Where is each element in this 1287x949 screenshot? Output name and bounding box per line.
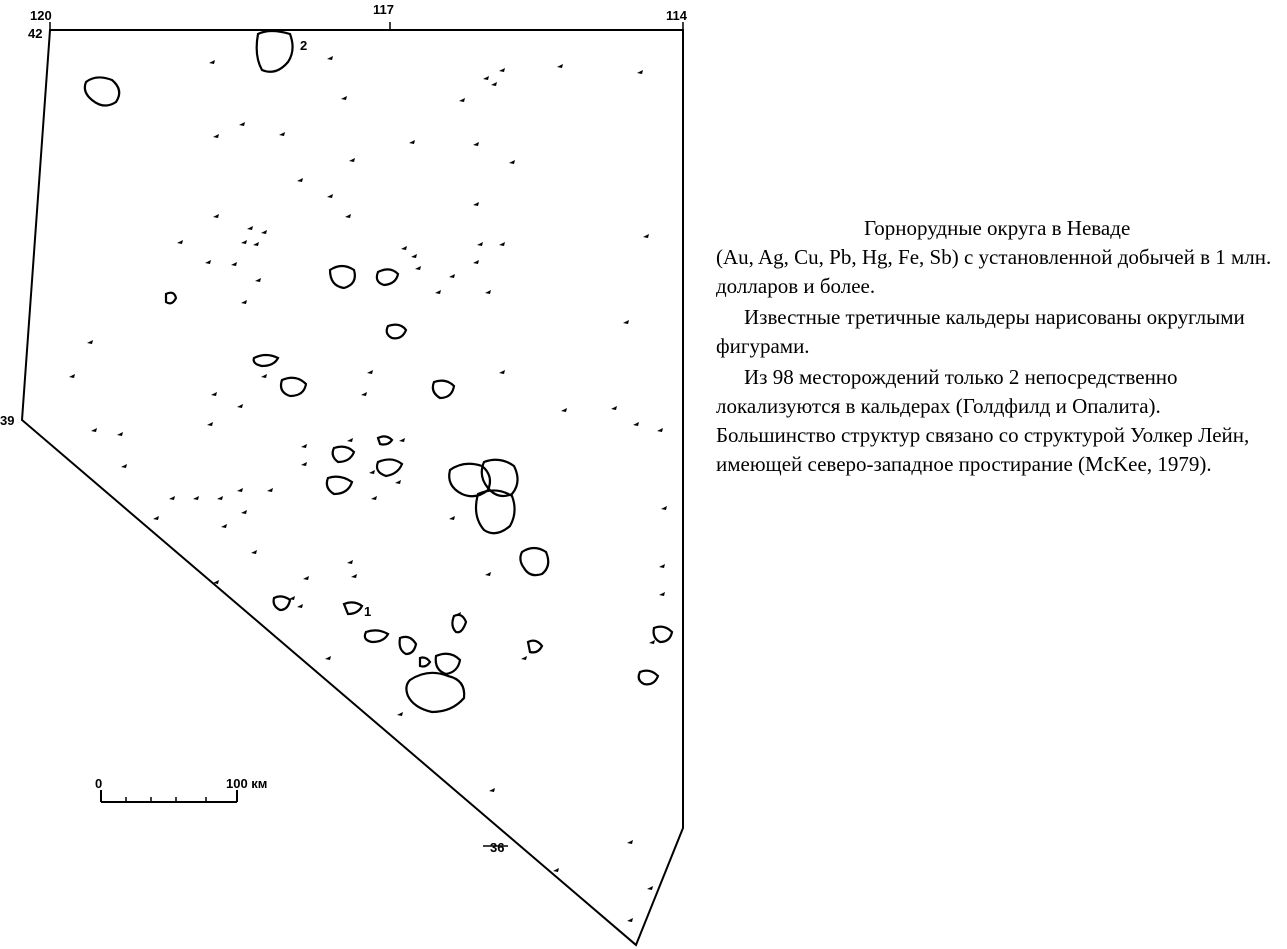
mining-district-marker bbox=[247, 226, 253, 230]
caldera bbox=[166, 293, 176, 304]
mining-district-marker bbox=[643, 234, 649, 238]
mining-district-marker bbox=[411, 254, 417, 258]
mining-district-marker bbox=[279, 132, 285, 136]
scale-bar-end-label: 100 км bbox=[226, 776, 268, 791]
latitude-label-36: 36 bbox=[490, 840, 505, 855]
mining-district-marker bbox=[371, 496, 377, 500]
mining-district-marker bbox=[661, 506, 667, 510]
mining-district-marker bbox=[459, 98, 465, 102]
caption-paragraph-1: (Au, Ag, Cu, Pb, Hg, Fe, Sb) с установленной добычей в 1 млн. долларов и более. bbox=[716, 245, 1272, 298]
mining-district-marker bbox=[301, 462, 307, 466]
caldera bbox=[281, 378, 306, 396]
mining-district-marker bbox=[207, 422, 213, 426]
mining-district-marker bbox=[491, 82, 497, 86]
mining-district-marker bbox=[241, 510, 247, 514]
caption-paragraph-2: Известные третичные кальдеры нарисованы округлыми фигурами. bbox=[716, 305, 1245, 358]
mining-district-marker bbox=[301, 444, 307, 448]
mining-district-marker bbox=[397, 712, 403, 716]
caldera bbox=[274, 596, 290, 610]
mining-district-marker bbox=[327, 194, 333, 198]
caldera bbox=[406, 673, 464, 712]
map-caption bbox=[716, 214, 1282, 479]
caldera bbox=[436, 654, 460, 674]
mining-district-marker bbox=[193, 496, 199, 500]
mining-district-marker bbox=[241, 240, 247, 244]
caption-paragraph-3: Из 98 месторождений только 2 непосредственно локализуются в кальдерах (Голдфилд и Опалита). Большинство структур связано со структурой Уолкер Лейн, имеющей северо-западное простирание (McKee, 1979). bbox=[716, 365, 1250, 476]
mining-districts bbox=[69, 56, 667, 922]
mining-district-marker bbox=[657, 428, 663, 432]
mining-district-marker bbox=[435, 290, 441, 294]
caldera bbox=[654, 627, 672, 642]
mining-district-marker bbox=[561, 408, 567, 412]
mining-district-marker bbox=[409, 140, 415, 144]
caption-title: Горнорудные округа в Неваде bbox=[864, 216, 1131, 240]
mining-district-marker bbox=[205, 260, 211, 264]
caldera bbox=[400, 637, 416, 654]
mining-district-marker bbox=[221, 524, 227, 528]
caldera bbox=[344, 602, 362, 614]
mining-district-marker bbox=[327, 56, 333, 60]
mining-district-marker bbox=[261, 230, 267, 234]
caldera bbox=[85, 77, 119, 105]
mining-district-marker bbox=[347, 438, 353, 442]
mining-district-marker bbox=[499, 242, 505, 246]
caldera bbox=[377, 459, 402, 476]
mining-district-marker bbox=[267, 488, 273, 492]
caldera bbox=[433, 381, 454, 398]
mining-district-marker bbox=[253, 242, 259, 246]
mining-district-marker bbox=[637, 70, 643, 74]
longitude-label-120: 120 bbox=[30, 8, 52, 23]
mining-district-marker bbox=[627, 840, 633, 844]
mining-district-marker bbox=[177, 240, 183, 244]
caldera bbox=[365, 630, 388, 642]
caldera bbox=[639, 671, 658, 685]
caldera bbox=[257, 31, 293, 72]
caldera bbox=[520, 548, 548, 575]
caldera bbox=[377, 269, 398, 285]
mining-district-marker bbox=[633, 422, 639, 426]
mining-district-marker bbox=[351, 574, 357, 578]
mining-district-marker bbox=[485, 572, 491, 576]
caldera-label-1: 1 bbox=[364, 604, 372, 619]
caldera bbox=[254, 355, 278, 366]
latitude-label-39: 39 bbox=[0, 413, 15, 428]
mining-district-marker bbox=[117, 432, 123, 436]
mining-district-marker bbox=[509, 160, 515, 164]
mining-district-marker bbox=[341, 96, 347, 100]
mining-district-marker bbox=[261, 374, 267, 378]
mining-district-marker bbox=[473, 142, 479, 146]
mining-district-marker bbox=[473, 202, 479, 206]
mining-district-marker bbox=[255, 278, 261, 282]
mining-district-marker bbox=[241, 300, 247, 304]
mining-district-marker bbox=[399, 438, 405, 442]
nevada-outline bbox=[22, 30, 683, 945]
caldera bbox=[528, 641, 542, 653]
mining-district-marker bbox=[121, 464, 127, 468]
mining-district-marker bbox=[627, 918, 633, 922]
mining-district-marker bbox=[237, 404, 243, 408]
mining-district-marker bbox=[499, 68, 505, 72]
mining-district-marker bbox=[297, 178, 303, 182]
mining-district-marker bbox=[239, 122, 245, 126]
mining-district-marker bbox=[611, 406, 617, 410]
mining-district-marker bbox=[369, 470, 375, 474]
mining-district-marker bbox=[521, 656, 527, 660]
mining-district-marker bbox=[251, 550, 257, 554]
mining-district-marker bbox=[153, 516, 159, 520]
mining-district-marker bbox=[477, 242, 483, 246]
mining-district-marker bbox=[649, 640, 655, 644]
mining-district-marker bbox=[473, 260, 479, 264]
mining-district-marker bbox=[485, 290, 491, 294]
mining-district-marker bbox=[367, 370, 373, 374]
longitude-label-117: 117 bbox=[373, 2, 394, 17]
latitude-label-42: 42 bbox=[28, 26, 43, 41]
mining-district-marker bbox=[69, 374, 75, 378]
caldera bbox=[333, 447, 354, 462]
caldera bbox=[420, 658, 430, 667]
mining-district-marker bbox=[303, 576, 309, 580]
longitude-label-114: 114 bbox=[666, 8, 687, 23]
caldera bbox=[378, 436, 392, 444]
mining-district-marker bbox=[361, 392, 367, 396]
mining-district-marker bbox=[401, 246, 407, 250]
caldera bbox=[387, 325, 406, 339]
mining-district-marker bbox=[169, 496, 175, 500]
scale-bar-start-label: 0 bbox=[95, 776, 103, 791]
mining-district-marker bbox=[659, 592, 665, 596]
mining-district-marker bbox=[557, 64, 563, 68]
caldera bbox=[452, 615, 466, 632]
mining-district-marker bbox=[213, 214, 219, 218]
scale-bar bbox=[101, 790, 237, 802]
mining-district-marker bbox=[91, 428, 97, 432]
mining-district-marker bbox=[231, 262, 237, 266]
mining-district-marker bbox=[449, 516, 455, 520]
mining-district-marker bbox=[211, 392, 217, 396]
mining-district-marker bbox=[87, 340, 93, 344]
mining-district-marker bbox=[213, 134, 219, 138]
mining-district-marker bbox=[217, 496, 223, 500]
calderas bbox=[85, 31, 672, 712]
mining-district-marker bbox=[395, 480, 401, 484]
caldera bbox=[476, 490, 515, 533]
mining-district-marker bbox=[345, 214, 351, 218]
mining-district-marker bbox=[489, 788, 495, 792]
caldera bbox=[327, 477, 352, 494]
mining-district-marker bbox=[237, 488, 243, 492]
mining-district-marker bbox=[623, 320, 629, 324]
caldera bbox=[330, 266, 355, 288]
caldera-label-2: 2 bbox=[300, 38, 308, 53]
mining-district-marker bbox=[297, 604, 303, 608]
mining-district-marker bbox=[553, 868, 559, 872]
mining-district-marker bbox=[659, 564, 665, 568]
mining-district-marker bbox=[325, 656, 331, 660]
mining-district-marker bbox=[483, 76, 489, 80]
mining-district-marker bbox=[349, 158, 355, 162]
mining-district-marker bbox=[449, 274, 455, 278]
mining-district-marker bbox=[209, 60, 215, 64]
mining-district-marker bbox=[415, 266, 421, 270]
mining-district-marker bbox=[647, 886, 653, 890]
mining-district-marker bbox=[347, 560, 353, 564]
mining-district-marker bbox=[499, 370, 505, 374]
